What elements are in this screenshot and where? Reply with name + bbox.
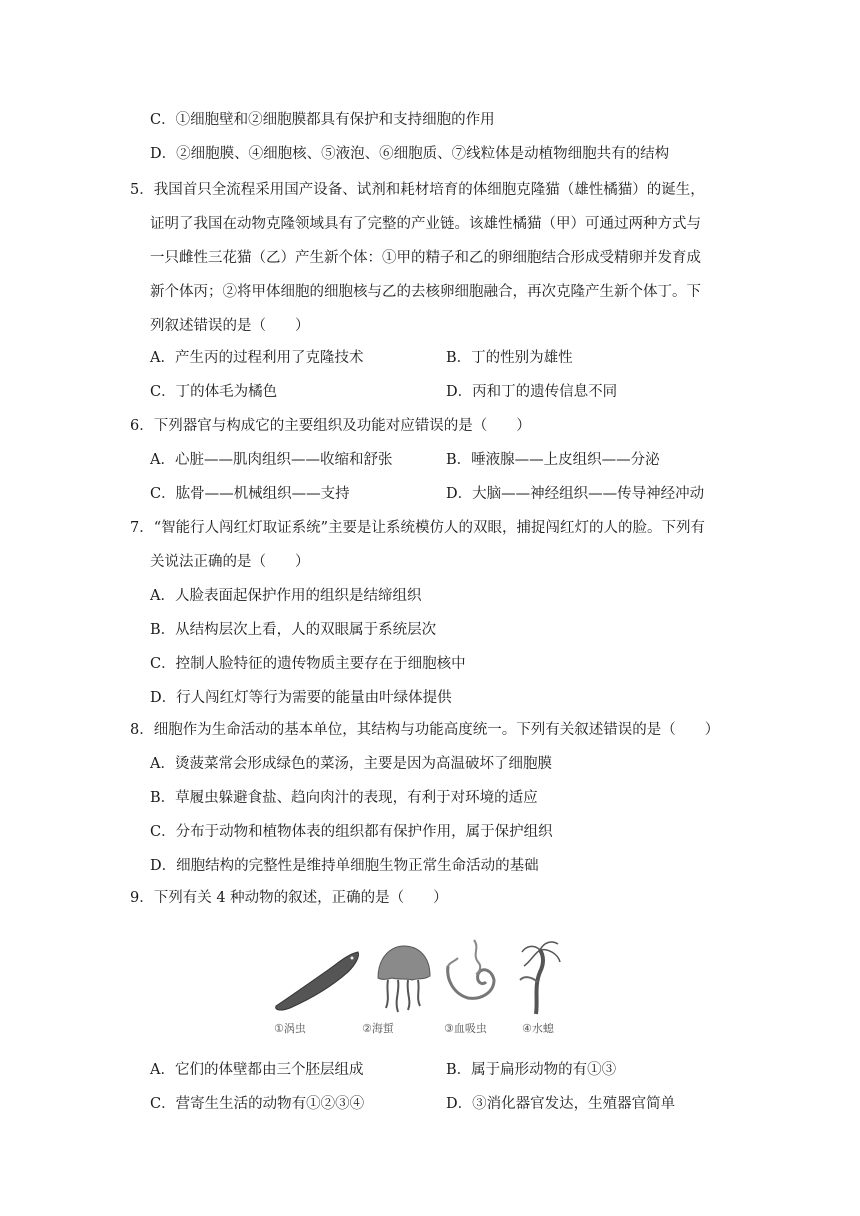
planarian-image: [276, 952, 359, 1010]
figure-caption-3: ③血吸虫: [444, 1022, 487, 1035]
q5-stem-line-1: 5．我国首只全流程采用国产设备、试剂和耗材培育的体细胞克隆猫（雄性橘猫）的诞生，: [130, 182, 705, 198]
q4-option-c: C．①细胞壁和②细胞膜都具有保护和支持细胞的作用: [150, 112, 495, 128]
q9-option-b: B．属于扁形动物的有①③: [446, 1062, 617, 1078]
q9-option-d: D．③消化器官发达，生殖器官简单: [446, 1096, 676, 1112]
q5-option-a: A．产生丙的过程利用了克隆技术: [150, 350, 364, 366]
q6-option-b: B．唾液腺——上皮组织——分泌: [446, 452, 660, 468]
figure-caption-1: ①涡虫: [274, 1022, 306, 1035]
blood-fluke-image: [448, 940, 494, 998]
animals-illustration: [268, 936, 580, 1016]
figure-caption-2: ②海蜇: [362, 1022, 394, 1035]
q9-option-c: C．营寄生生活的动物有①②③④: [150, 1096, 365, 1112]
q4-option-d: D．②细胞膜、④细胞核、⑤液泡、⑥细胞质、⑦线粒体是动植物细胞共有的结构: [150, 146, 670, 162]
q8-option-c: C．分布于动物和植物体表的组织都有保护作用，属于保护组织: [150, 824, 553, 840]
q8-option-d: D．细胞结构的完整性是维持单细胞生物正常生命活动的基础: [150, 858, 539, 874]
q6-option-c: C．肱骨——机械组织——支持: [150, 486, 350, 502]
q5-stem-line-5: 列叙述错误的是（ ）: [150, 318, 310, 334]
q9-option-a: A．它们的体壁都由三个胚层组成: [150, 1062, 364, 1078]
q8-stem: 8．细胞作为生命活动的基本单位，其结构与功能高度统一。下列有关叙述错误的是（ ）: [130, 722, 720, 738]
q6-option-a: A．心脏——肌肉组织——收缩和舒张: [150, 452, 393, 468]
q8-option-b: B．草履虫躲避食盐、趋向肉汁的表现，有利于对环境的适应: [150, 790, 538, 806]
jellyfish-image: [378, 946, 430, 1012]
q6-option-d: D．大脑——神经组织——传导神经冲动: [446, 486, 705, 502]
q5-stem-line-3: 一只雌性三花猫（乙）产生新个体：①甲的精子和乙的卵细胞结合形成受精卵并发育成: [150, 250, 701, 266]
q7-option-b: B．从结构层次上看，人的双眼属于系统层次: [150, 622, 437, 638]
animals-figure: [268, 936, 580, 1038]
q9-stem: 9．下列有关 4 种动物的叙述，正确的是（ ）: [130, 890, 448, 906]
q7-option-d: D．行人闯红灯等行为需要的能量由叶绿体提供: [150, 690, 452, 706]
q5-stem-line-4: 新个体丙；②将甲体细胞的细胞核与乙的去核卵细胞融合，再次克隆产生新个体丁。下: [150, 284, 701, 300]
q7-stem-line-1: 7．“智能行人闯红灯取证系统”主要是让系统模仿人的双眼，捕捉闯红灯的人的脸。下列有: [130, 520, 706, 536]
q5-option-b: B．丁的性别为雄性: [446, 350, 573, 366]
q7-stem-line-2: 关说法正确的是（ ）: [150, 554, 310, 570]
q7-option-c: C．控制人脸特征的遗传物质主要存在于细胞核中: [150, 656, 466, 672]
q8-option-a: A．烫菠菜常会形成绿色的菜汤，主要是因为高温破坏了细胞膜: [150, 756, 552, 772]
q7-option-a: A．人脸表面起保护作用的组织是结缔组织: [150, 588, 422, 604]
q6-stem: 6．下列器官与构成它的主要组织及功能对应错误的是（ ）: [130, 418, 531, 434]
q5-option-c: C．丁的体毛为橘色: [150, 384, 278, 400]
hydra-image: [520, 942, 560, 1014]
q5-stem-line-2: 证明了我国在动物克隆领域具有了完整的产业链。该雄性橘猫（甲）可通过两种方式与: [150, 216, 701, 232]
figure-caption-4: ④水螅: [522, 1022, 554, 1035]
q5-option-d: D．丙和丁的遗传信息不同: [446, 384, 618, 400]
